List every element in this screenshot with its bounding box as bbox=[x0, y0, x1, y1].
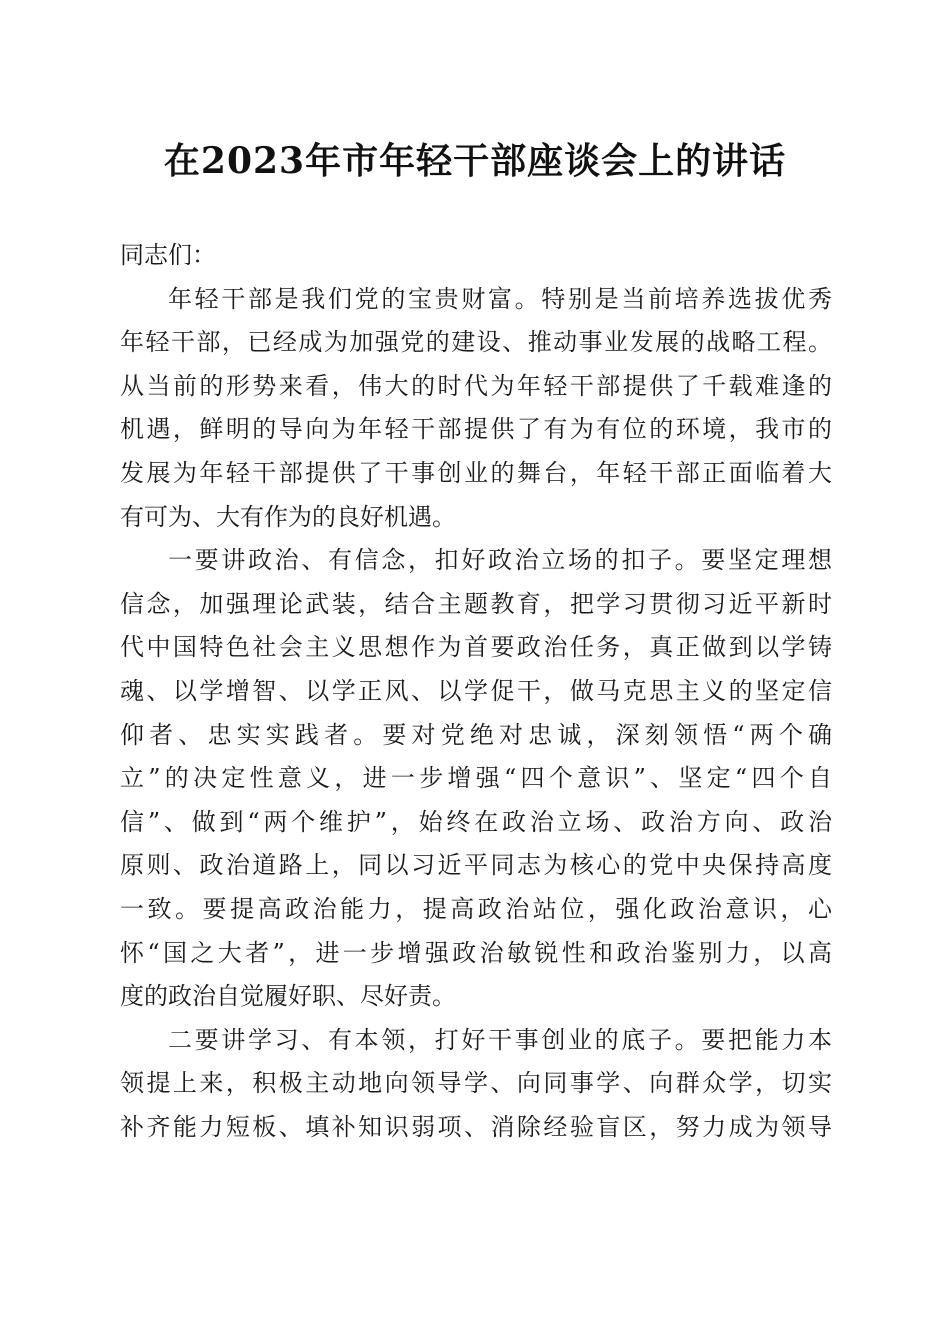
salutation: 同志们： bbox=[120, 241, 216, 269]
speech-body bbox=[120, 234, 832, 1149]
text-line: 一致。要提高政治能力，提高政治站位，强化政治意识，心 bbox=[120, 894, 832, 923]
paragraph bbox=[120, 539, 832, 1019]
text-line: 魂、以学增智、以学正风、以学促干，做马克思主义的坚定信 bbox=[120, 676, 832, 705]
text-line: 代中国特色社会主义思想作为首要政治任务，真正做到以学铸 bbox=[120, 633, 832, 662]
text-line: 立”的决定性意义，进一步增强“四个意识”、坚定“四个自 bbox=[120, 764, 832, 793]
text-line: 二要讲学习、有本领，打好干事创业的底子。要把能力本 bbox=[168, 1025, 832, 1054]
text-line: 仰者、忠实实践者。要对党绝对忠诚，深刻领悟“两个确 bbox=[120, 720, 832, 749]
text-line: 有可为、大有作为的良好机遇。 bbox=[120, 502, 456, 531]
text-line: 原则、政治道路上，同以习近平同志为核心的党中央保持高度 bbox=[120, 851, 832, 880]
text-line: 怀“国之大者”，进一步增强政治敏锐性和政治鉴别力，以高 bbox=[120, 938, 832, 967]
text-line: 发展为年轻干部提供了干事创业的舞台，年轻干部正面临着大 bbox=[120, 458, 832, 487]
text-line: 信念，加强理论武装，结合主题教育，把学习贯彻习近平新时 bbox=[120, 589, 832, 618]
text-line: 一要讲政治、有信念，扣好政治立场的扣子。要坚定理想 bbox=[168, 546, 832, 575]
text-line: 机遇，鲜明的导向为年轻干部提供了有为有位的环境，我市的 bbox=[120, 415, 832, 444]
text-line: 度的政治自觉履好职、尽好责。 bbox=[120, 982, 456, 1011]
text-line: 补齐能力短板、填补知识弱项、消除经验盲区，努力成为领导 bbox=[120, 1112, 832, 1141]
text-line: 信”、做到“两个维护”，始终在政治立场、政治方向、政治 bbox=[120, 807, 832, 836]
text-line: 年轻干部，已经成为加强党的建设、推动事业发展的战略工程。 bbox=[120, 328, 832, 357]
text-line: 领提上来，积极主动地向领导学、向同事学、向群众学，切实 bbox=[120, 1069, 832, 1098]
paragraph bbox=[120, 278, 832, 540]
page-title: 在2023年市年轻干部座谈会上的讲话 bbox=[163, 140, 787, 182]
text-line: 从当前的形势来看，伟大的时代为年轻干部提供了千载难逢的 bbox=[120, 371, 832, 400]
text-line: 年轻干部是我们党的宝贵财富。特别是当前培养选拔优秀 bbox=[168, 284, 832, 313]
paragraph bbox=[120, 1019, 832, 1150]
